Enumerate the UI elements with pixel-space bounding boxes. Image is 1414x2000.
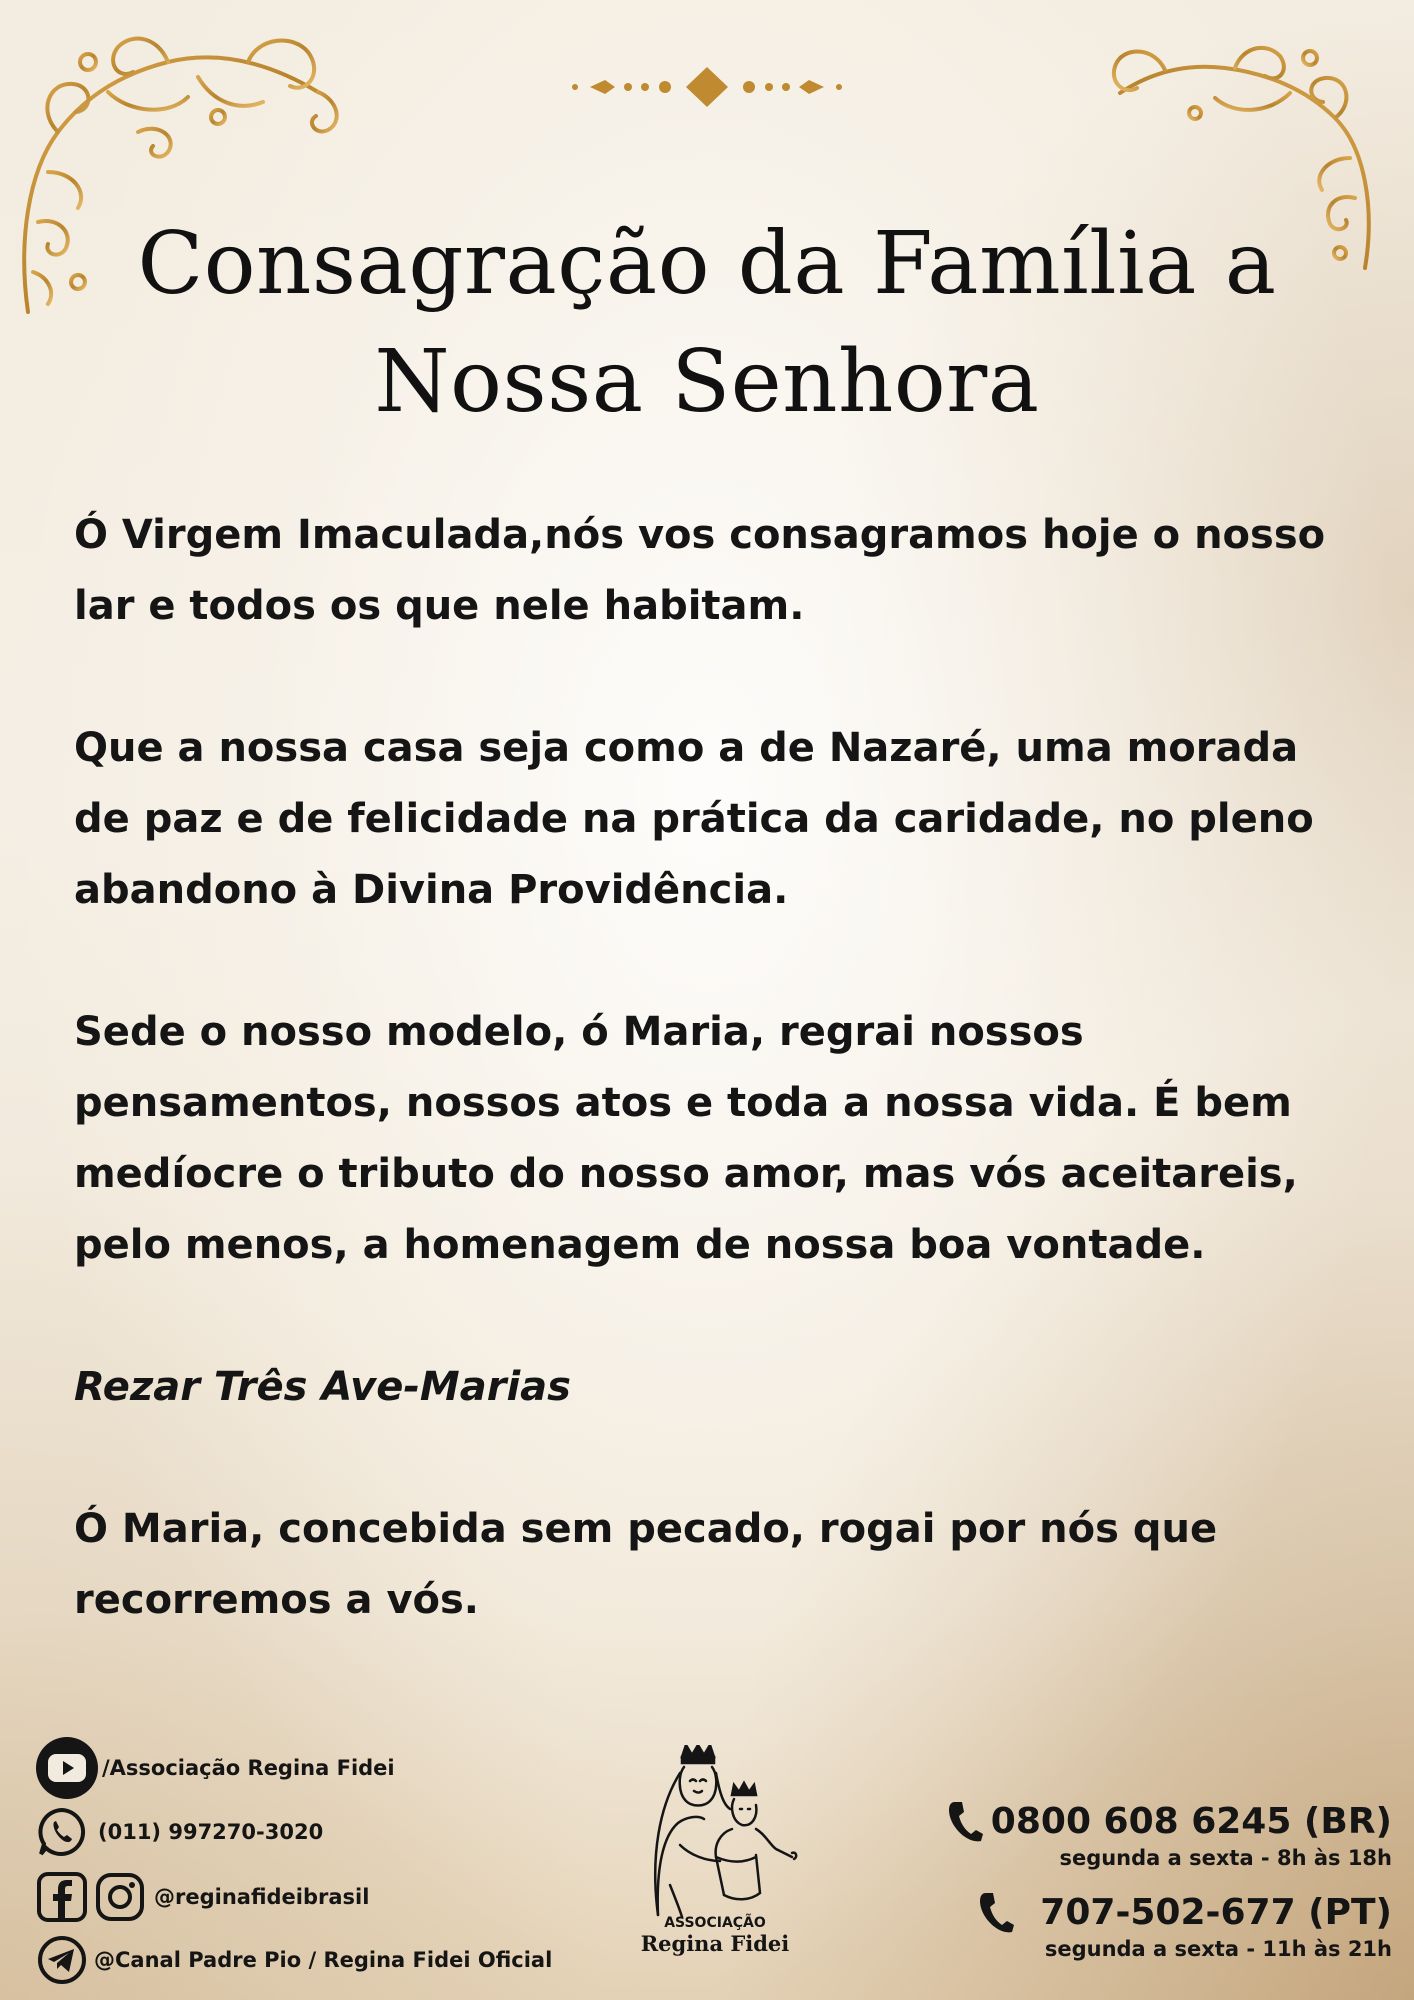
phone-icon: [978, 1891, 1014, 1933]
title-line-2: Nossa Senhora: [374, 332, 1040, 432]
paragraph-1: Ó Virgem Imaculada,nós vos consagramos hoje o nosso lar e todos os que nele habitam.: [74, 512, 1326, 629]
facebook-icon: [36, 1871, 88, 1923]
instruction-text: Rezar Três Ave-Marias: [74, 1364, 571, 1410]
whatsapp-icon: [36, 1806, 88, 1858]
whatsapp-link[interactable]: [36, 1806, 323, 1858]
facebook-instagram-label: @reginafideibrasil: [154, 1885, 370, 1909]
regina-fidei-logo: [620, 1745, 810, 1965]
hours-br: segunda a sexta - 8h às 18h: [1059, 1846, 1392, 1870]
logo-text-name: Regina Fidei: [640, 1931, 790, 1956]
paragraph-2: Que a nossa casa seja como a de Nazaré, uma morada de paz e de felicidade na prática da caridade, no pleno abandono à Divina Providência.: [74, 725, 1314, 913]
youtube-link[interactable]: [36, 1737, 395, 1799]
phone-portugal-line[interactable]: [978, 1891, 1392, 1933]
page-title: [0, 205, 1414, 441]
contact-portugal: [978, 1891, 1392, 1961]
paragraph-3: Sede o nosso modelo, ó Maria, regrai nossos pensamentos, nossos atos e toda a nossa vida. É bem medíocre o tributo do nosso amor, mas vós aceitareis, pelo menos, a homenagem de nossa boa vontade.: [74, 1009, 1298, 1268]
logo-text-association: ASSOCIAÇÃO: [664, 1915, 766, 1931]
facebook-instagram-link[interactable]: [36, 1871, 369, 1923]
top-divider-ornament: [360, 62, 1055, 112]
prayer-body: [74, 500, 1344, 1707]
phone-icon: [947, 1800, 983, 1842]
youtube-label: /Associação Regina Fidei: [102, 1756, 395, 1780]
title-line-1: Consagração da Família a: [137, 214, 1277, 314]
youtube-icon: [36, 1737, 98, 1799]
phone-brazil-line[interactable]: [947, 1800, 1392, 1842]
phone-br: 0800 608 6245 (BR): [990, 1800, 1392, 1842]
closing-invocation: Ó Maria, concebida sem pecado, rogai por nós que recorremos a vós.: [74, 1506, 1218, 1623]
madonna-child-emblem: [620, 1745, 810, 1920]
instagram-icon: [94, 1871, 146, 1923]
telegram-link[interactable]: [36, 1934, 552, 1986]
hours-pt: segunda a sexta - 11h às 21h: [1044, 1937, 1392, 1961]
contact-brazil: [947, 1800, 1392, 1870]
phone-pt: 707-502-677 (PT): [1040, 1891, 1392, 1933]
telegram-label: @Canal Padre Pio / Regina Fidei Oficial: [94, 1948, 553, 1972]
telegram-icon: [36, 1934, 88, 1986]
whatsapp-label: (011) 997270-3020: [98, 1820, 324, 1844]
